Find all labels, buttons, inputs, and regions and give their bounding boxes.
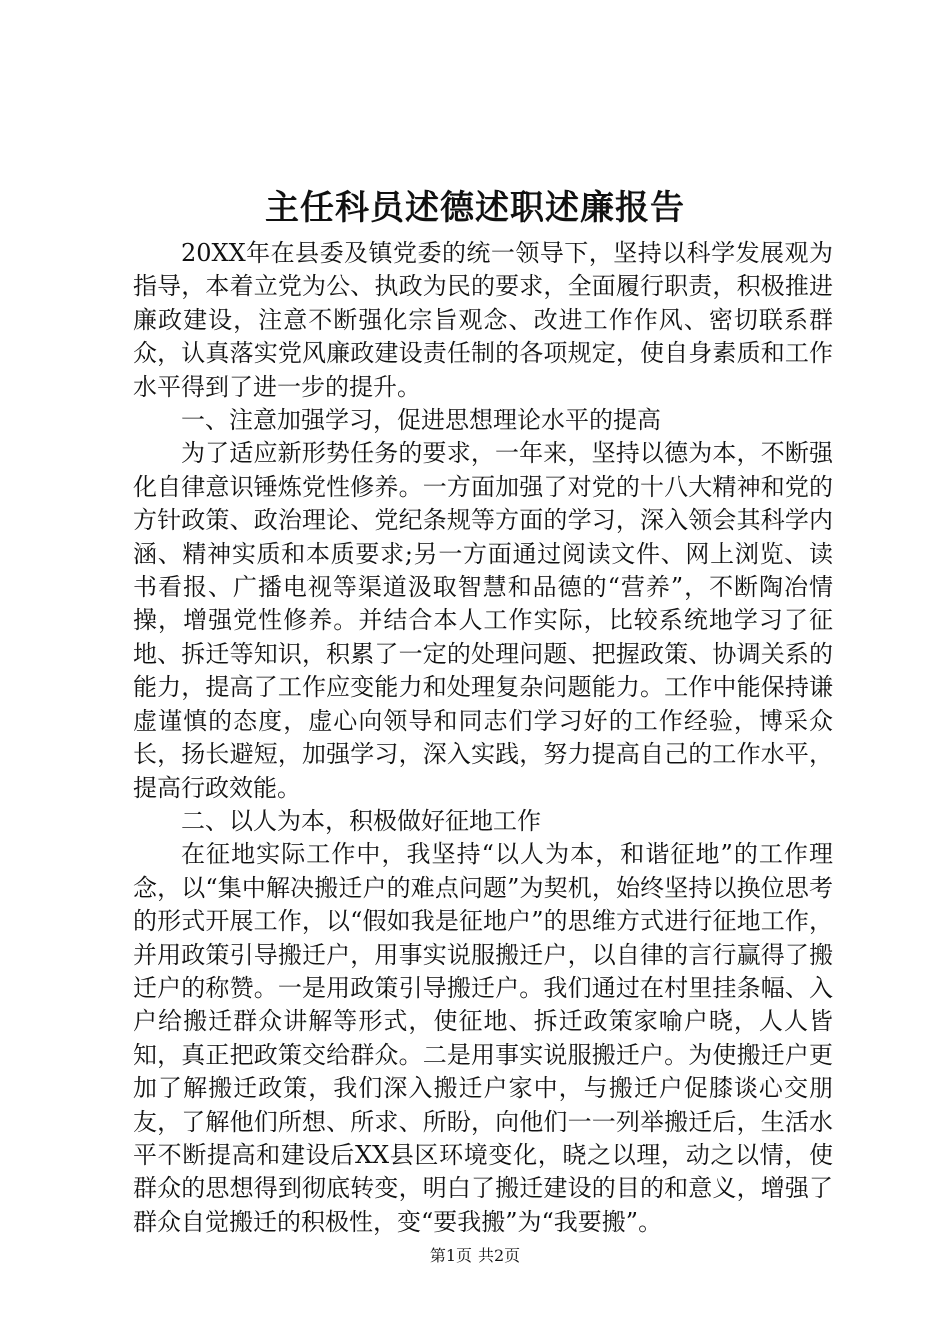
paragraph-section-2: 在征地实际工作中，我坚持“以人为本，和谐征地”的工作理念，以“集中解决搬迁户的难点问题”为契机，始终坚持以换位思考的形式开展工作，以“假如我是征地户”的思维方式进行征地工作，并用政策引导搬迁户，用事实说服搬迁户，以自律的言行赢得了搬迁户的称赞。一是用政策引导搬迁户。我们通过在村里挂条幅、入户给搬迁群众讲解等形式，使征地、拆迁政策家喻户晓，人人皆知，真正把政策交给群众。二是用事实说服搬迁户。为使搬迁户更加了解搬迁政策，我们深入搬迁户家中，与搬迁户促膝谈心交朋友，了解他们所想、所求、所盼，向他们一一列举搬迁后，生活水平不断提高和建设后XX县区环境变化，晓之以理，动之以情，使群众的思想得到彻底转变，明白了搬迁建设的目的和意义，增强了群众自觉搬迁的积极性，变“要我搬”为“我要搬”。 <box>133 840 833 1236</box>
page-number-current: 第1页 <box>429 1246 472 1265</box>
page-title: 主任科员述德述职述廉报告 <box>265 188 685 228</box>
document-body <box>133 237 833 1239</box>
page-footer <box>0 1244 950 1268</box>
section-heading-2: 二、以人为本，积极做好征地工作 <box>181 806 541 835</box>
section-heading-1: 一、注意加强学习，促进思想理论水平的提高 <box>181 406 661 435</box>
page-number-total: 共2页 <box>478 1246 521 1265</box>
paragraph-intro: 20XX年在县委及镇党委的统一领导下，坚持以科学发展观为指导，本着立党为公、执政为民的要求，全面履行职责，积极推进廉政建设，注意不断强化宗旨观念、改进工作作风、密切联系群众，认真落实党风廉政建设责任制的各项规定，使自身素质和工作水平得到了进一步的提升。 <box>133 239 833 401</box>
paragraph-section-1: 为了适应新形势任务的要求，一年来，坚持以德为本，不断强化自律意识锤炼党性修养。一方面加强了对党的十八大精神和党的方针政策、政治理论、党纪条规等方面的学习，深入领会其科学内涵、精神实质和本质要求;另一方面通过阅读文件、网上浏览、读书看报、广播电视等渠道汲取智慧和品德的“营养”，不断陶冶情操，增强党性修养。并结合本人工作实际，比较系统地学习了征地、拆迁等知识，积累了一定的处理问题、把握政策、协调关系的能力，提高了工作应变能力和处理复杂问题能力。工作中能保持谦虚谨慎的态度，虚心向领导和同志们学习好的工作经验，博采众长，扬长避短，加强学习，深入实践，努力提高自己的工作水平，提高行政效能。 <box>133 439 833 802</box>
